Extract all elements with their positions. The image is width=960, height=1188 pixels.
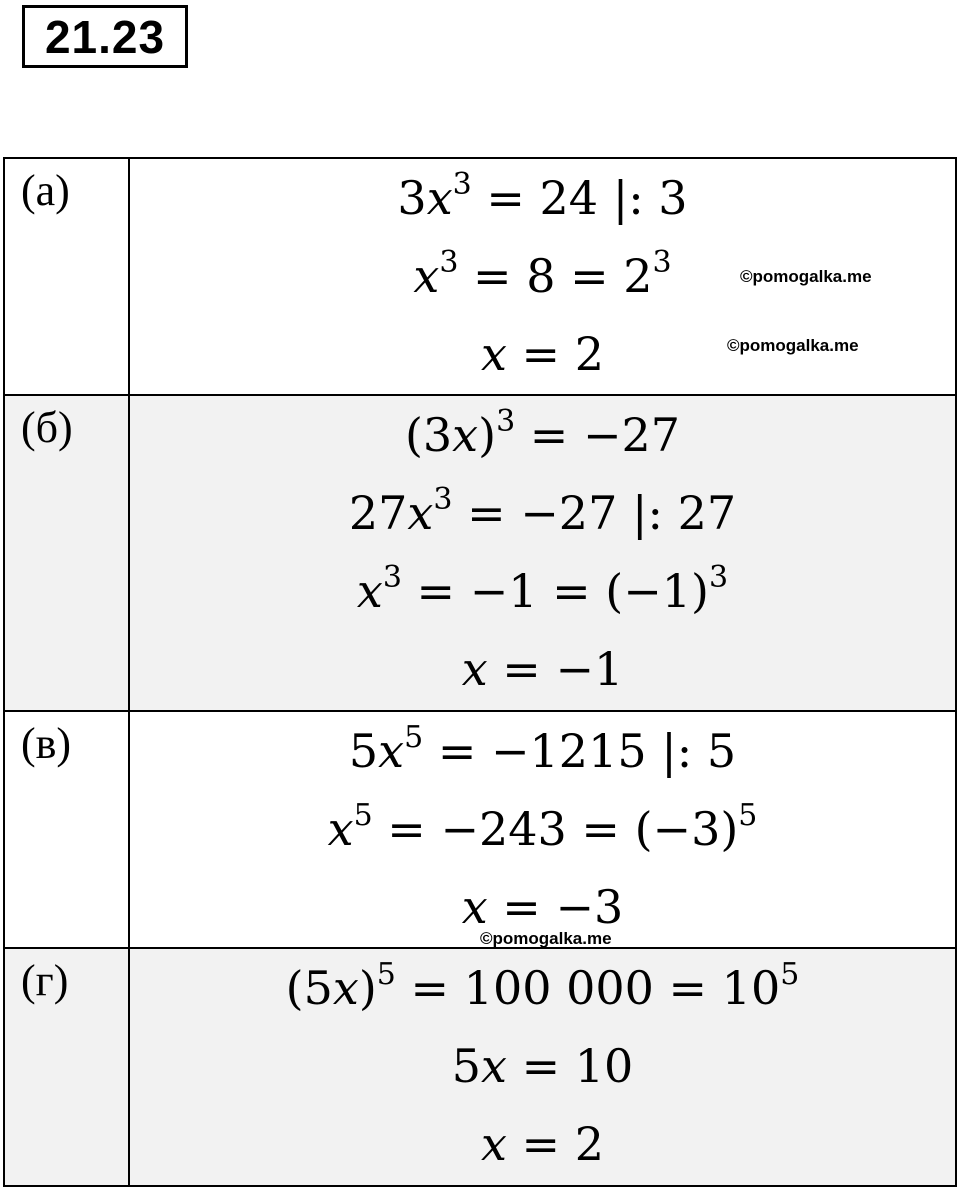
equation-line [130, 630, 955, 708]
variable: x [480, 327, 507, 381]
part-label: (г) [4, 948, 129, 1186]
variable: x [461, 642, 488, 696]
equation-line [130, 552, 955, 630]
variable: x [407, 486, 434, 540]
expression-text: = −243 = (−3) [372, 802, 739, 856]
exponent: 5 [376, 956, 396, 992]
part-label: (б) [4, 395, 129, 711]
variable: x [356, 564, 383, 618]
expression-text: = 100 000 = 10 [395, 961, 781, 1015]
equation-line [130, 159, 955, 237]
equation-line [130, 949, 955, 1027]
solution-row [4, 711, 956, 948]
variable: x [327, 802, 354, 856]
expression-text: = −27 |: 27 [452, 486, 737, 540]
equation-line [130, 712, 955, 790]
expression-text: = −1215 |: 5 [423, 724, 737, 778]
exponent: 5 [780, 956, 800, 992]
variable: x [332, 961, 359, 1015]
expression-text: 3 [397, 171, 427, 225]
expression-text: = 8 = 2 [458, 249, 653, 303]
variable: x [461, 880, 488, 934]
expression-text: = 24 |: 3 [471, 171, 688, 225]
expression-text: ) [478, 408, 497, 462]
equation-line [130, 474, 955, 552]
expression-text: = −27 [515, 408, 681, 462]
exponent: 3 [496, 403, 516, 439]
variable: x [452, 408, 479, 462]
math-steps [129, 395, 956, 711]
expression-text: = 2 [506, 327, 604, 381]
expression-text: = −1 = (−1) [401, 564, 710, 618]
expression-text: ) [358, 961, 377, 1015]
math-steps [129, 948, 956, 1186]
expression-text: = 2 [506, 1117, 604, 1171]
variable: x [378, 724, 405, 778]
expression-text: = −1 [487, 642, 624, 696]
solution-row [4, 395, 956, 711]
expression-text: 27 [348, 486, 408, 540]
exponent: 5 [353, 797, 373, 833]
variable: x [413, 249, 440, 303]
watermark-3: ©pomogalka.me [480, 929, 612, 948]
math-steps [129, 711, 956, 948]
equation-line [130, 1027, 955, 1105]
variable: x [426, 171, 453, 225]
expression-text: = 10 [506, 1039, 634, 1093]
expression-text: 5 [451, 1039, 481, 1093]
exponent: 3 [452, 166, 472, 202]
part-label: (а) [4, 158, 129, 395]
part-label: (в) [4, 711, 129, 948]
task-number: 21.23 [22, 5, 188, 68]
expression-text: = −3 [487, 880, 624, 934]
exponent: 3 [652, 244, 672, 280]
watermark-1: ©pomogalka.me [740, 267, 872, 286]
exponent: 5 [404, 719, 424, 755]
variable: x [480, 1117, 507, 1171]
equation-line [130, 1105, 955, 1183]
expression-text: (3 [404, 408, 453, 462]
exponent: 3 [439, 244, 459, 280]
equation-line [130, 396, 955, 474]
expression-text: 5 [348, 724, 379, 778]
exponent: 3 [433, 481, 453, 517]
expression-text: (5 [285, 961, 333, 1015]
exponent: 3 [709, 559, 729, 595]
solutions-table [3, 157, 957, 1187]
exponent: 3 [382, 559, 402, 595]
exponent: 5 [738, 797, 758, 833]
variable: x [481, 1039, 507, 1093]
equation-line [130, 790, 955, 868]
solution-row [4, 948, 956, 1186]
watermark-2: ©pomogalka.me [727, 336, 859, 355]
